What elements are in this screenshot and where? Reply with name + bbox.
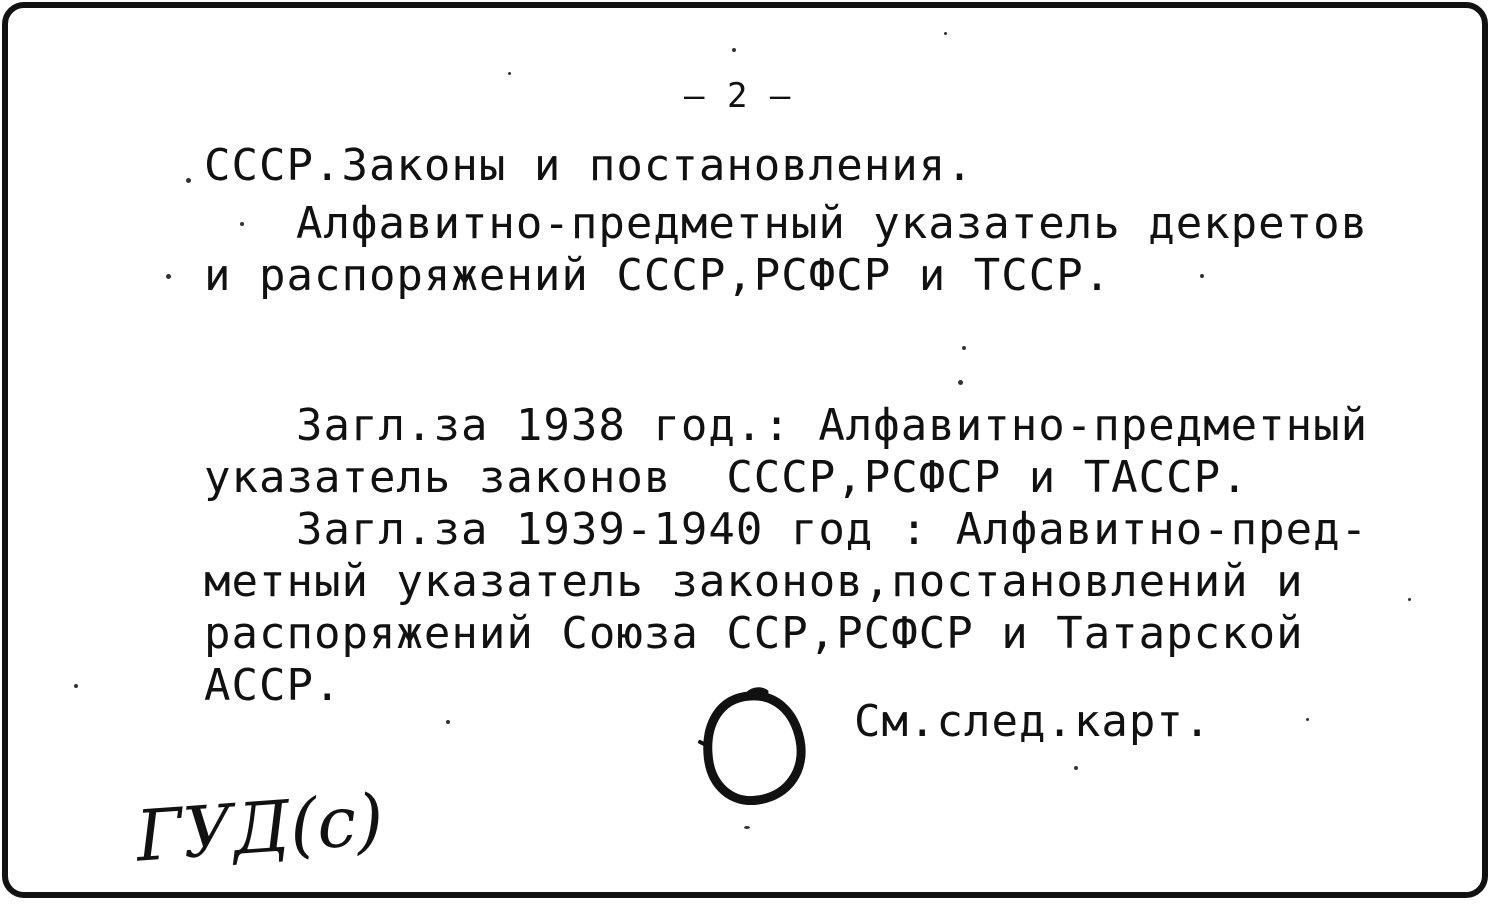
heading: СССР.Законы и постановления. <box>204 140 974 191</box>
ink-speck <box>744 826 750 829</box>
ink-speck <box>1408 598 1411 601</box>
ink-speck <box>962 346 966 350</box>
note-1938-line-2: указатель законов СССР,РСФСР и ТАССР. <box>204 452 1249 503</box>
ink-speck <box>74 684 78 688</box>
ink-speck <box>446 720 450 724</box>
ink-speck <box>186 178 191 183</box>
handwritten-shelf-code: ГУД(с) <box>133 778 387 878</box>
note-1939-1940-line-3: распоряжений Союза ССР,РСФСР и Татарской <box>204 608 1304 659</box>
circle-stamp-icon <box>688 682 818 814</box>
title-line-1: Алфавитно-предметный указатель декретов <box>296 198 1369 249</box>
ink-speck <box>1200 274 1204 278</box>
ink-speck <box>1074 766 1078 770</box>
ink-speck <box>732 48 736 52</box>
ink-speck <box>958 380 963 385</box>
note-1938-line-1: Загл.за 1938 год.: Алфавитно-предметный <box>296 400 1369 451</box>
ink-speck <box>240 222 244 226</box>
catalog-card <box>2 2 1488 898</box>
note-1939-1940-line-2: метный указатель законов,постановлений и <box>204 556 1304 607</box>
ink-speck <box>944 32 947 35</box>
ink-speck <box>166 274 171 279</box>
ink-speck <box>508 72 511 75</box>
note-1939-1940-line-1: Загл.за 1939-1940 год : Алфавитно-пред- <box>296 504 1369 555</box>
see-next-card: См.след.карт. <box>854 696 1212 747</box>
page-number: — 2 — <box>684 76 792 116</box>
note-1939-1940-line-4: АССР. <box>204 660 342 711</box>
ink-speck <box>1306 718 1309 721</box>
title-line-2: и распоряжений СССР,РСФСР и ТССР. <box>204 250 1112 301</box>
